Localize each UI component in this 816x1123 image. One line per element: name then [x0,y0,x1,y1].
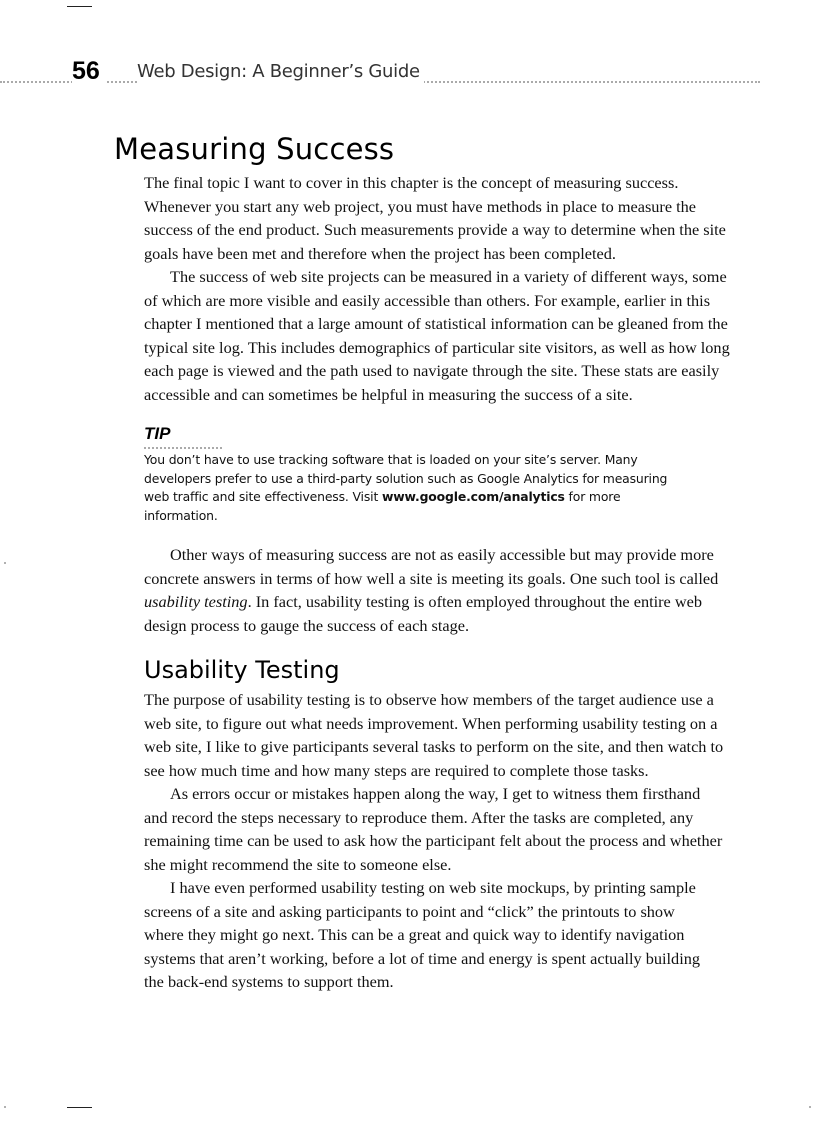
tip-box [144,424,704,525]
text-line: screens of a site and asking participants to point and “click” the printouts to show [144,901,675,921]
text-line: web site, to figure out what needs improvement. When performing usability testing on a [144,713,718,733]
text-line: design process to gauge the success of each stage. [144,615,470,635]
text-line: The purpose of usability testing is to observe how members of the target audience use a [144,690,714,709]
tip-dotted-rule [144,447,222,449]
tip-label: TIP [144,424,171,443]
tip-text: for more [564,489,621,504]
page-number: 56 [72,58,106,84]
subsection-body [144,688,759,994]
subsection-heading: Usability Testing [144,656,340,684]
text-line: of which are more visible and easily accessible than others. For example, earlier in this [144,290,711,310]
text-line: concrete answers in terms of how well a site is meeting its goals. One such tool is called [144,568,719,588]
book-title: Web Design: A Beginner’s Guide [137,61,424,83]
text-line: typical site log. This includes demographics of particular site visitors, as well as how long [144,337,730,357]
tip-line [144,488,704,507]
paragraph [144,876,759,994]
section-heading: Measuring Success [114,132,395,166]
crop-mark-top [67,6,92,7]
text-fragment: . In fact, usability testing is often employed throughout the entire web [247,592,702,611]
section-body [144,171,759,406]
text-line: accessible and can sometimes be helpful in measuring the success of a site. [144,384,633,404]
tip-text: web traffic and site effectiveness. Visit [144,489,382,504]
after-tip-body [144,543,759,637]
paragraph [144,688,759,782]
text-line: goals have been met and therefore when the project has been completed. [144,243,616,263]
text-line: the back-end systems to support them. [144,972,394,991]
text-line: The final topic I want to cover in this chapter is the concept of measuring success. [144,173,679,192]
running-head [0,58,760,88]
text-line: see how much time and how many steps are required to complete those tasks. [144,760,649,780]
text-line: each page is viewed and the path used to navigate through the site. These stats are easily [144,361,720,380]
edge-dot-left [4,562,6,564]
text-line: systems that aren’t working, before a lot of time and energy is spent actually building [144,948,700,968]
crop-mark-bottom [67,1107,92,1108]
analytics-url: www.google.com/analytics [381,489,565,504]
text-line: Other ways of measuring success are not as easily accessible but may provide more [170,545,714,564]
tip-body [144,451,704,525]
text-line: The success of web site projects can be measured in a variety of different ways, some [170,267,727,286]
text-line: I have even performed usability testing on web site mockups, by printing sample [170,878,696,897]
text-line: Whenever you start any web project, you must have methods in place to measure the [144,196,697,216]
text-line: and record the steps necessary to reproduce them. After the tasks are completed, any [144,807,694,827]
paragraph [144,265,759,406]
text-line: chapter I mentioned that a large amount of statistical information can be gleaned from the [144,314,728,333]
paragraph [144,782,759,876]
paragraph [144,543,759,637]
text-line: she might recommend the site to someone else. [144,854,452,874]
text-line: remaining time can be used to ask how the participant felt about the process and whether [144,831,723,850]
text-line [144,590,759,614]
tip-line: information. [144,507,218,523]
text-line: web site, I like to give participants several tasks to perform on the site, and then watch to [144,737,724,756]
paragraph [144,171,759,265]
edge-dot-bottom-left [4,1106,6,1108]
text-line: As errors occur or mistakes happen along the way, I get to witness them firsthand [170,784,701,803]
text-line: success of the end product. Such measurements provide a way to determine when the site [144,220,726,239]
text-line: where they might go next. This can be a great and quick way to identify navigation [144,925,685,944]
usability-testing-term: usability testing [144,592,248,611]
tip-line: You don’t have to use tracking software that is loaded on your site’s server. Many [144,452,638,467]
edge-dot-bottom-right [809,1106,811,1108]
tip-line: developers prefer to use a third-party solution such as Google Analytics for measuring [144,470,668,486]
